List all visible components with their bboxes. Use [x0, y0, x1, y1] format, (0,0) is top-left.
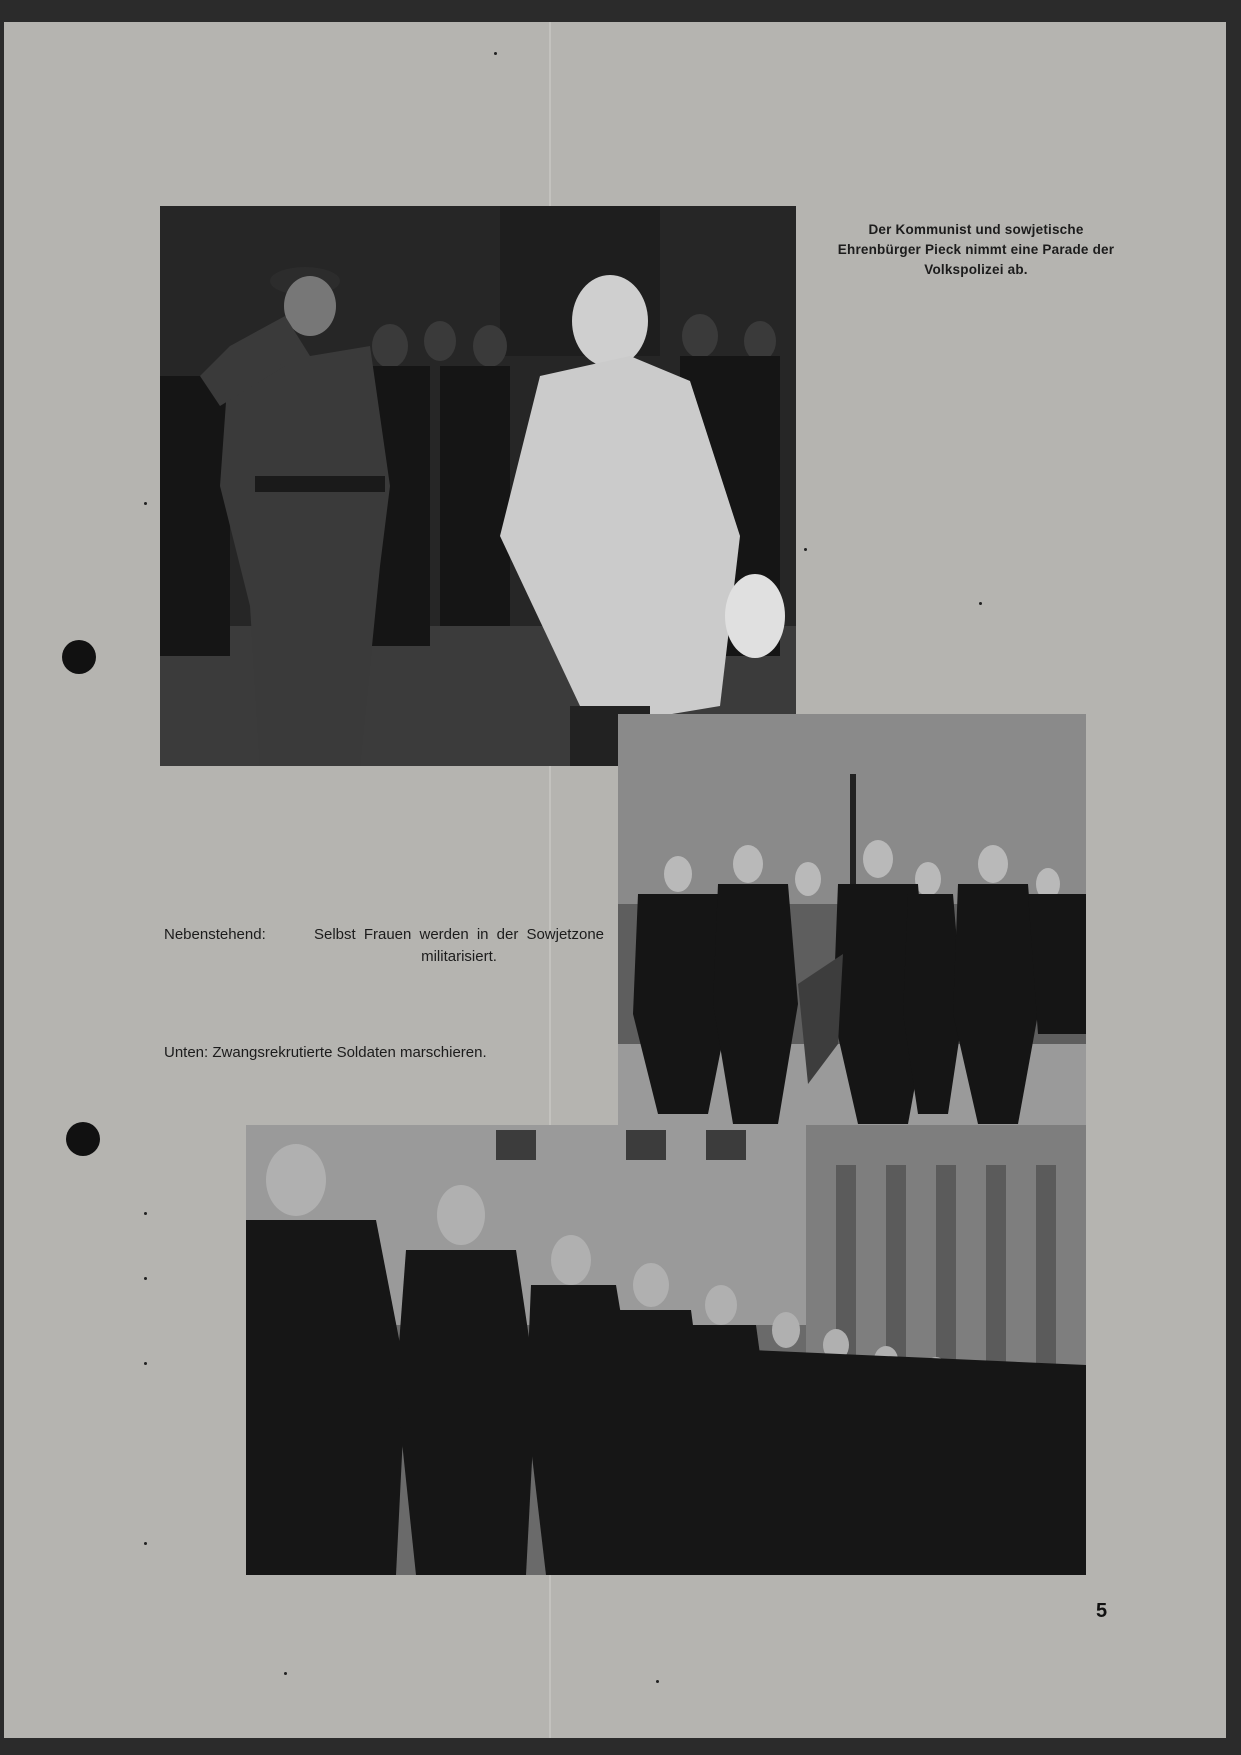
photo-women-marching: [618, 714, 1086, 1144]
caption-pieck: Der Kommunist und sowjetische Ehrenbürger Pieck nimmt eine Parade der Volkspolizei ab.: [837, 222, 1115, 277]
dust-speck: [979, 602, 982, 605]
caption-soldiers: Unten: Zwangsrekrutierte Soldaten marschieren.: [164, 1044, 487, 1061]
punch-hole-lower: [66, 1122, 100, 1156]
dust-speck: [494, 52, 497, 55]
dust-speck: [144, 502, 147, 505]
dust-speck: [144, 1212, 147, 1215]
photo-soldiers-marching: [246, 1125, 1086, 1575]
caption-women-lead: Nebenstehend:: [164, 926, 266, 943]
dust-speck: [804, 548, 807, 551]
scanned-page: [4, 22, 1226, 1738]
dust-speck: [144, 1277, 147, 1280]
caption-women-body: Selbst Frauen werden in der Sowjetzone militarisiert.: [314, 926, 604, 965]
page-number: 5: [1096, 1600, 1108, 1622]
dust-speck: [144, 1362, 147, 1365]
photo-parade-review: [160, 206, 796, 766]
dust-speck: [144, 1542, 147, 1545]
dust-speck: [656, 1680, 659, 1683]
punch-hole-upper: [62, 640, 96, 674]
dust-speck: [284, 1672, 287, 1675]
